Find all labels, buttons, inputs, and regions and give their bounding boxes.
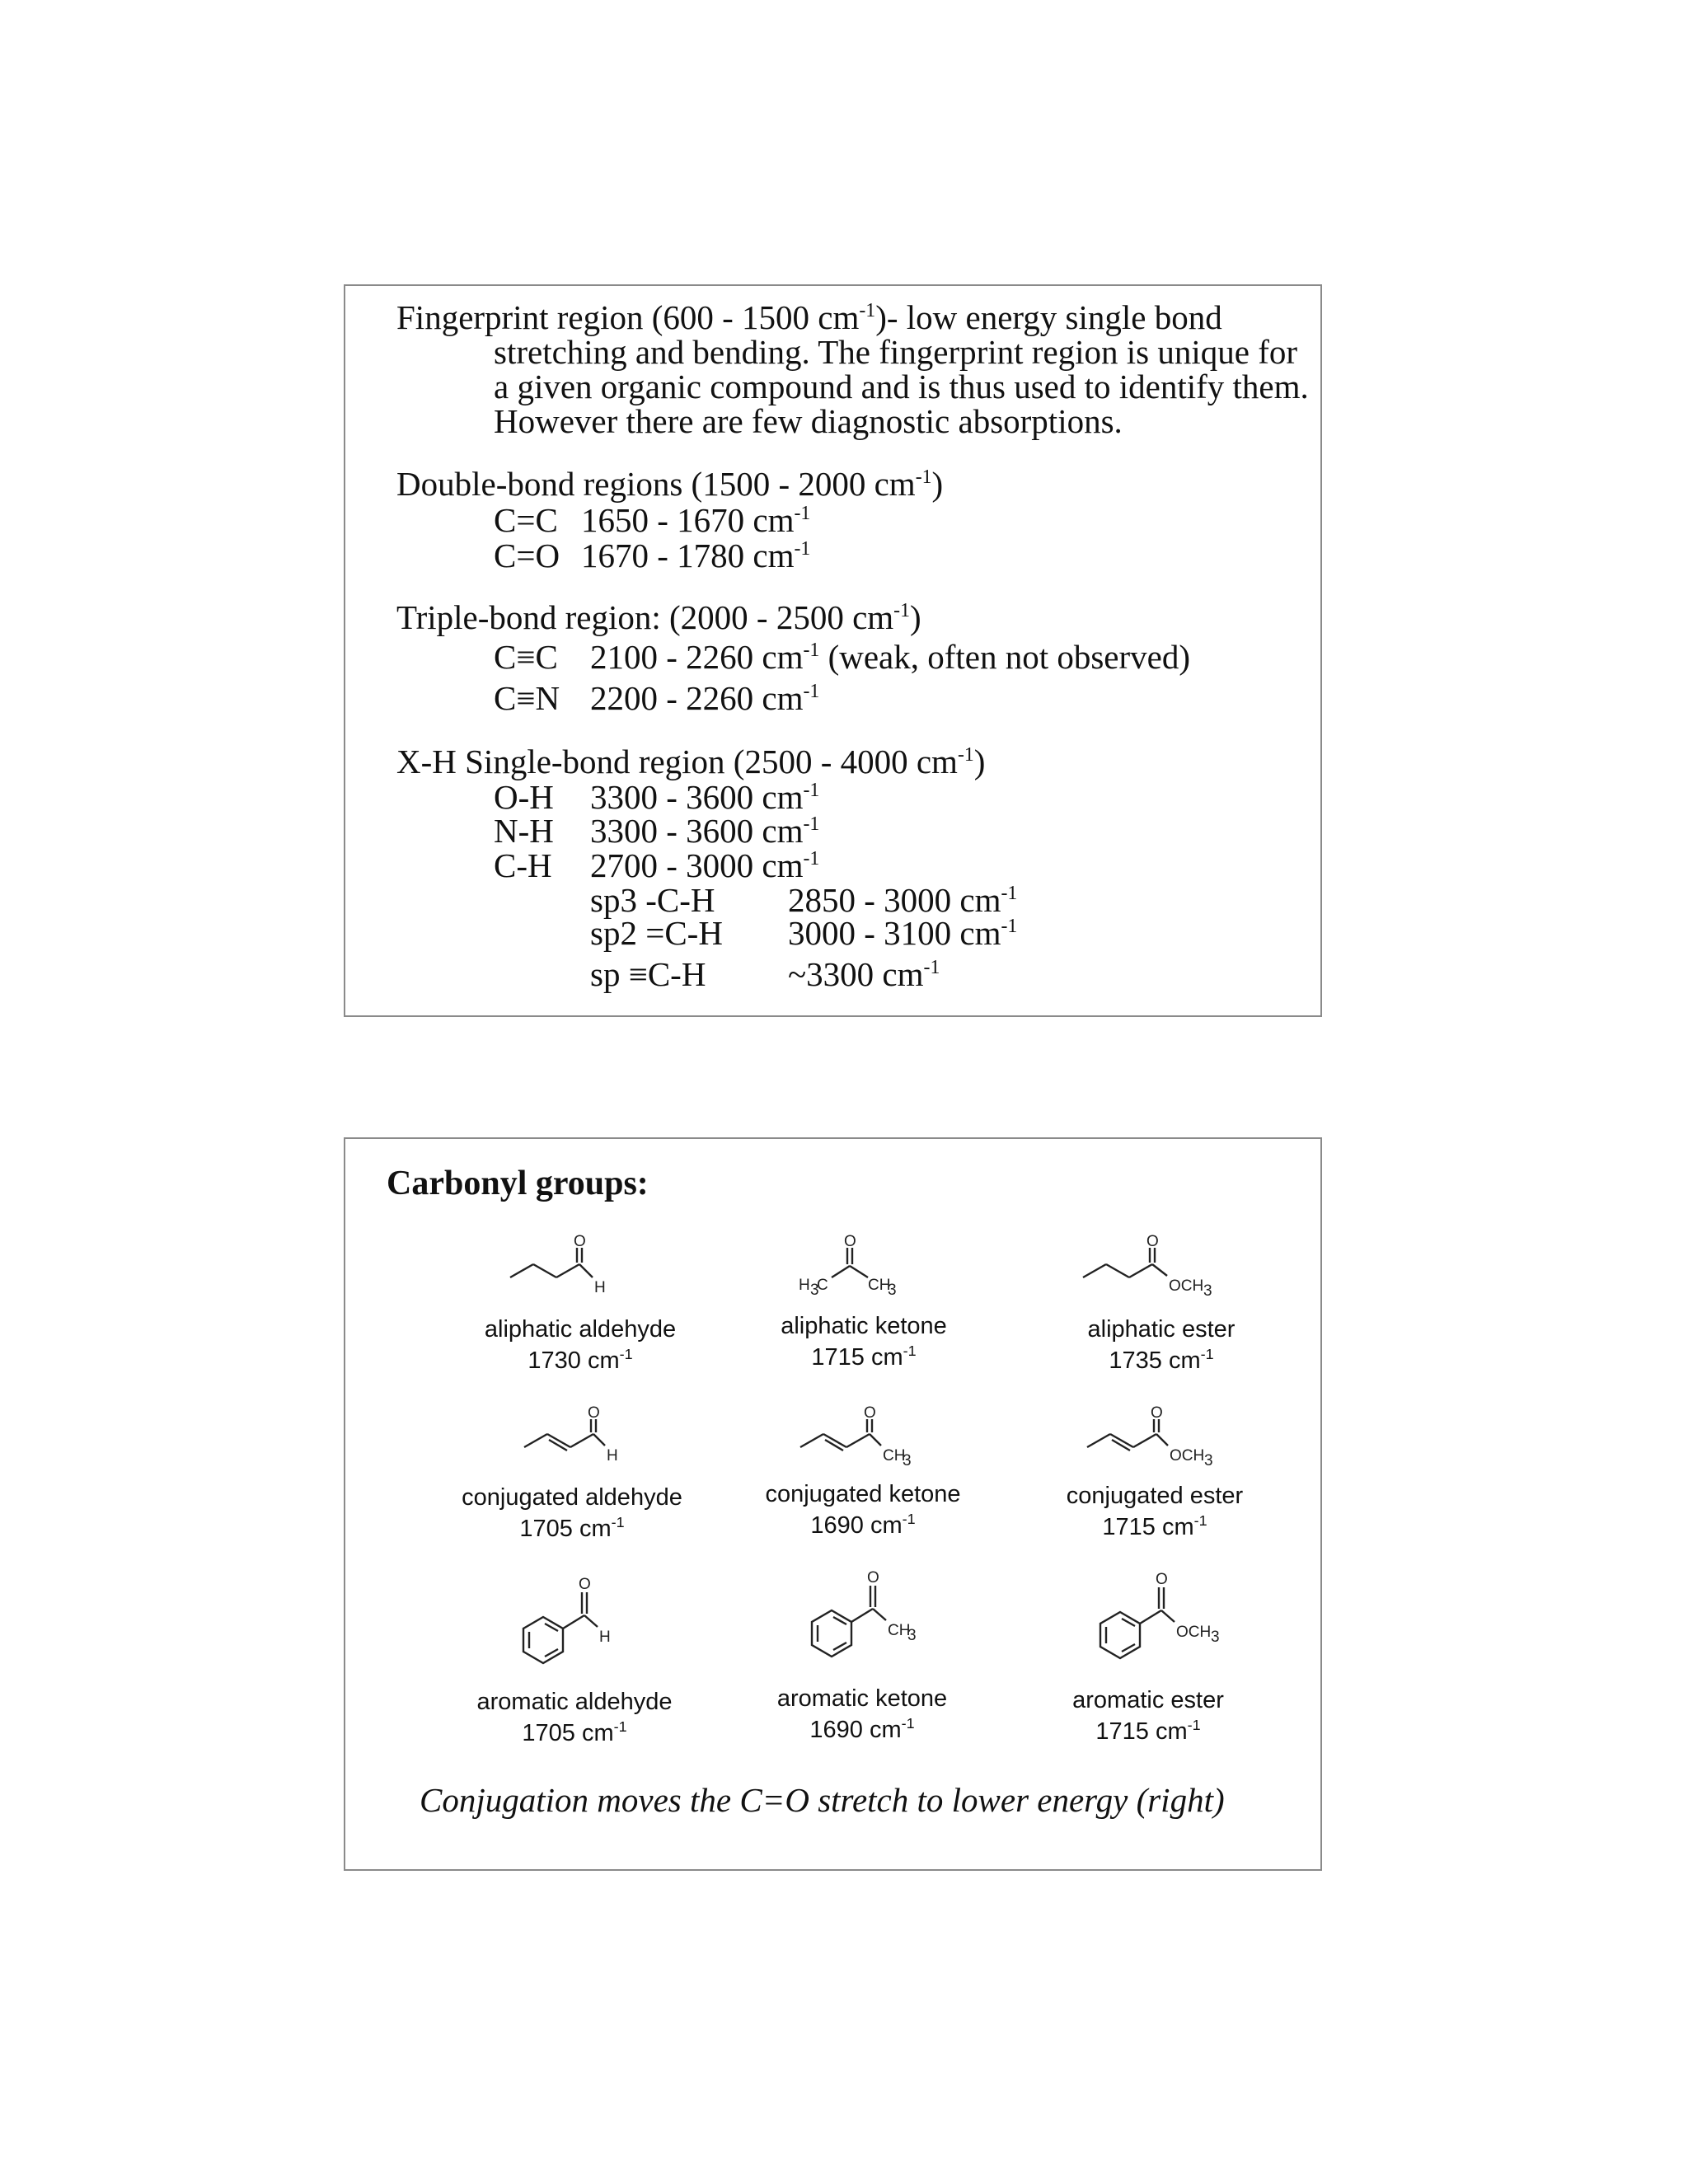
fingerprint-line: stretching and bending. The fingerprint region is unique for <box>494 333 1298 371</box>
bond-range: 3300 - 3600 $cm^{-1}$ <box>590 778 820 816</box>
aliphatic-ester-structure <box>1083 1233 1215 1304</box>
svg-text:O: O <box>588 1404 600 1422</box>
bond-label: C=O <box>494 537 560 574</box>
hybrid-range: 3000 - 3100 $cm^{-1}$ <box>788 914 1018 952</box>
svg-text:H: H <box>799 1277 810 1294</box>
svg-text:OCH: OCH <box>1169 1277 1204 1295</box>
svg-text:CH: CH <box>868 1277 891 1294</box>
conjugation-note: Conjugation moves the C=O stretch to lower energy (right) <box>420 1781 1225 1819</box>
bond-range: 2700 - 3000 $cm^{-1}$ <box>590 846 820 884</box>
aromatic-aldehyde-structure <box>518 1574 642 1673</box>
aromatic-ester-structure <box>1095 1569 1244 1668</box>
hybrid-range: 2850 - 3000 $cm^{-1}$ <box>788 881 1018 919</box>
compound-caption: aliphatic ester 1735 $cm^{-1}$ <box>1087 1316 1236 1374</box>
compound-caption: aromatic aldehyde 1705 $cm^{-1}$ <box>476 1689 673 1746</box>
fingerprint-line: a given organic compound and is thus used to identify them. <box>494 368 1309 405</box>
slide-ir-regions <box>344 284 1322 1017</box>
svg-text:O: O <box>1146 1233 1159 1250</box>
fingerprint-heading: Fingerprint region (600 - 1500 $cm^{-1})-$ low energy single bond <box>396 298 1222 336</box>
svg-text:O: O <box>844 1233 856 1250</box>
compound-caption: aliphatic ketone 1715 $cm^{-1}$ <box>781 1313 947 1371</box>
svg-text:O: O <box>574 1233 586 1250</box>
bond-range: 2200 - 2260 $cm^{-1}$ <box>590 679 820 717</box>
compound-caption: aliphatic aldehyde 1730 $cm^{-1}$ <box>484 1316 677 1374</box>
svg-text:H: H <box>599 1629 611 1646</box>
svg-text:O: O <box>579 1576 591 1593</box>
bond-range: 2100 - 2260 $cm^{-1}$ (weak, often not observed) <box>590 638 1191 676</box>
svg-text:CH: CH <box>883 1447 906 1465</box>
bond-label: C≡N <box>494 679 560 717</box>
svg-text:O: O <box>1151 1404 1163 1422</box>
svg-text:O: O <box>1156 1571 1168 1588</box>
conjugated-ketone-structure <box>800 1404 924 1479</box>
svg-text:O: O <box>867 1569 879 1586</box>
hybrid-type: sp ≡C-H <box>590 955 706 993</box>
bond-range: 3300 - 3600 $cm^{-1}$ <box>590 812 820 850</box>
conjugated-aldehyde-structure <box>524 1404 631 1479</box>
compound-caption: aromatic ester 1715 $cm^{-1}$ <box>1072 1687 1224 1745</box>
svg-text:3: 3 <box>907 1627 917 1644</box>
bond-range: 1670 - 1780 $cm^{-1}$ <box>581 537 811 574</box>
svg-text:CH: CH <box>888 1622 911 1639</box>
bond-label: N-H <box>494 812 554 850</box>
svg-text:3: 3 <box>1204 1452 1213 1469</box>
triple-bond-heading: Triple-bond region: (2000 - 2500 $cm^{-1}$) <box>396 598 921 636</box>
fingerprint-line: However there are few diagnostic absorptions. <box>494 402 1123 440</box>
bond-label: C=C <box>494 501 558 539</box>
compound-caption: conjugated aldehyde 1705 $cm^{-1}$ <box>462 1484 682 1542</box>
aliphatic-ketone-structure <box>799 1233 914 1302</box>
conjugated-ester-structure <box>1087 1404 1227 1479</box>
bond-label: C-H <box>494 846 552 884</box>
bond-label: O-H <box>494 778 554 816</box>
compound-caption: conjugated ester 1715 $cm^{-1}$ <box>1066 1483 1244 1540</box>
compound-caption: conjugated ketone 1690 $cm^{-1}$ <box>765 1481 961 1539</box>
hybrid-type: sp2 =C-H <box>590 914 723 952</box>
svg-text:C: C <box>817 1277 828 1294</box>
double-bond-heading: Double-bond regions (1500 - 2000 $cm^{-1}$) <box>396 465 944 503</box>
bond-label: C≡C <box>494 638 558 676</box>
bond-range: 1650 - 1670 $cm^{-1}$ <box>581 501 811 539</box>
slide-carbonyl-groups <box>344 1137 1322 1871</box>
compound-caption: aromatic ketone 1690 $cm^{-1}$ <box>776 1685 948 1743</box>
svg-text:H: H <box>594 1279 606 1296</box>
svg-text:3: 3 <box>810 1282 819 1299</box>
svg-text:3: 3 <box>888 1282 897 1299</box>
svg-text:H: H <box>607 1447 618 1465</box>
aromatic-ketone-structure <box>807 1568 947 1666</box>
aliphatic-aldehyde-structure <box>510 1233 617 1304</box>
svg-text:3: 3 <box>1211 1629 1220 1646</box>
slide-title: Carbonyl groups: <box>387 1165 649 1202</box>
svg-text:OCH: OCH <box>1170 1447 1205 1465</box>
svg-text:O: O <box>864 1404 876 1422</box>
svg-text:OCH: OCH <box>1176 1624 1212 1641</box>
svg-text:3: 3 <box>1203 1282 1212 1300</box>
xh-heading: X-H Single-bond region (2500 - 4000 $cm^{-1}$) <box>396 743 986 780</box>
hybrid-range: ~3300 $cm^{-1}$ <box>788 955 940 993</box>
svg-text:3: 3 <box>903 1452 912 1469</box>
hybrid-type: sp3 -C-H <box>590 881 715 919</box>
